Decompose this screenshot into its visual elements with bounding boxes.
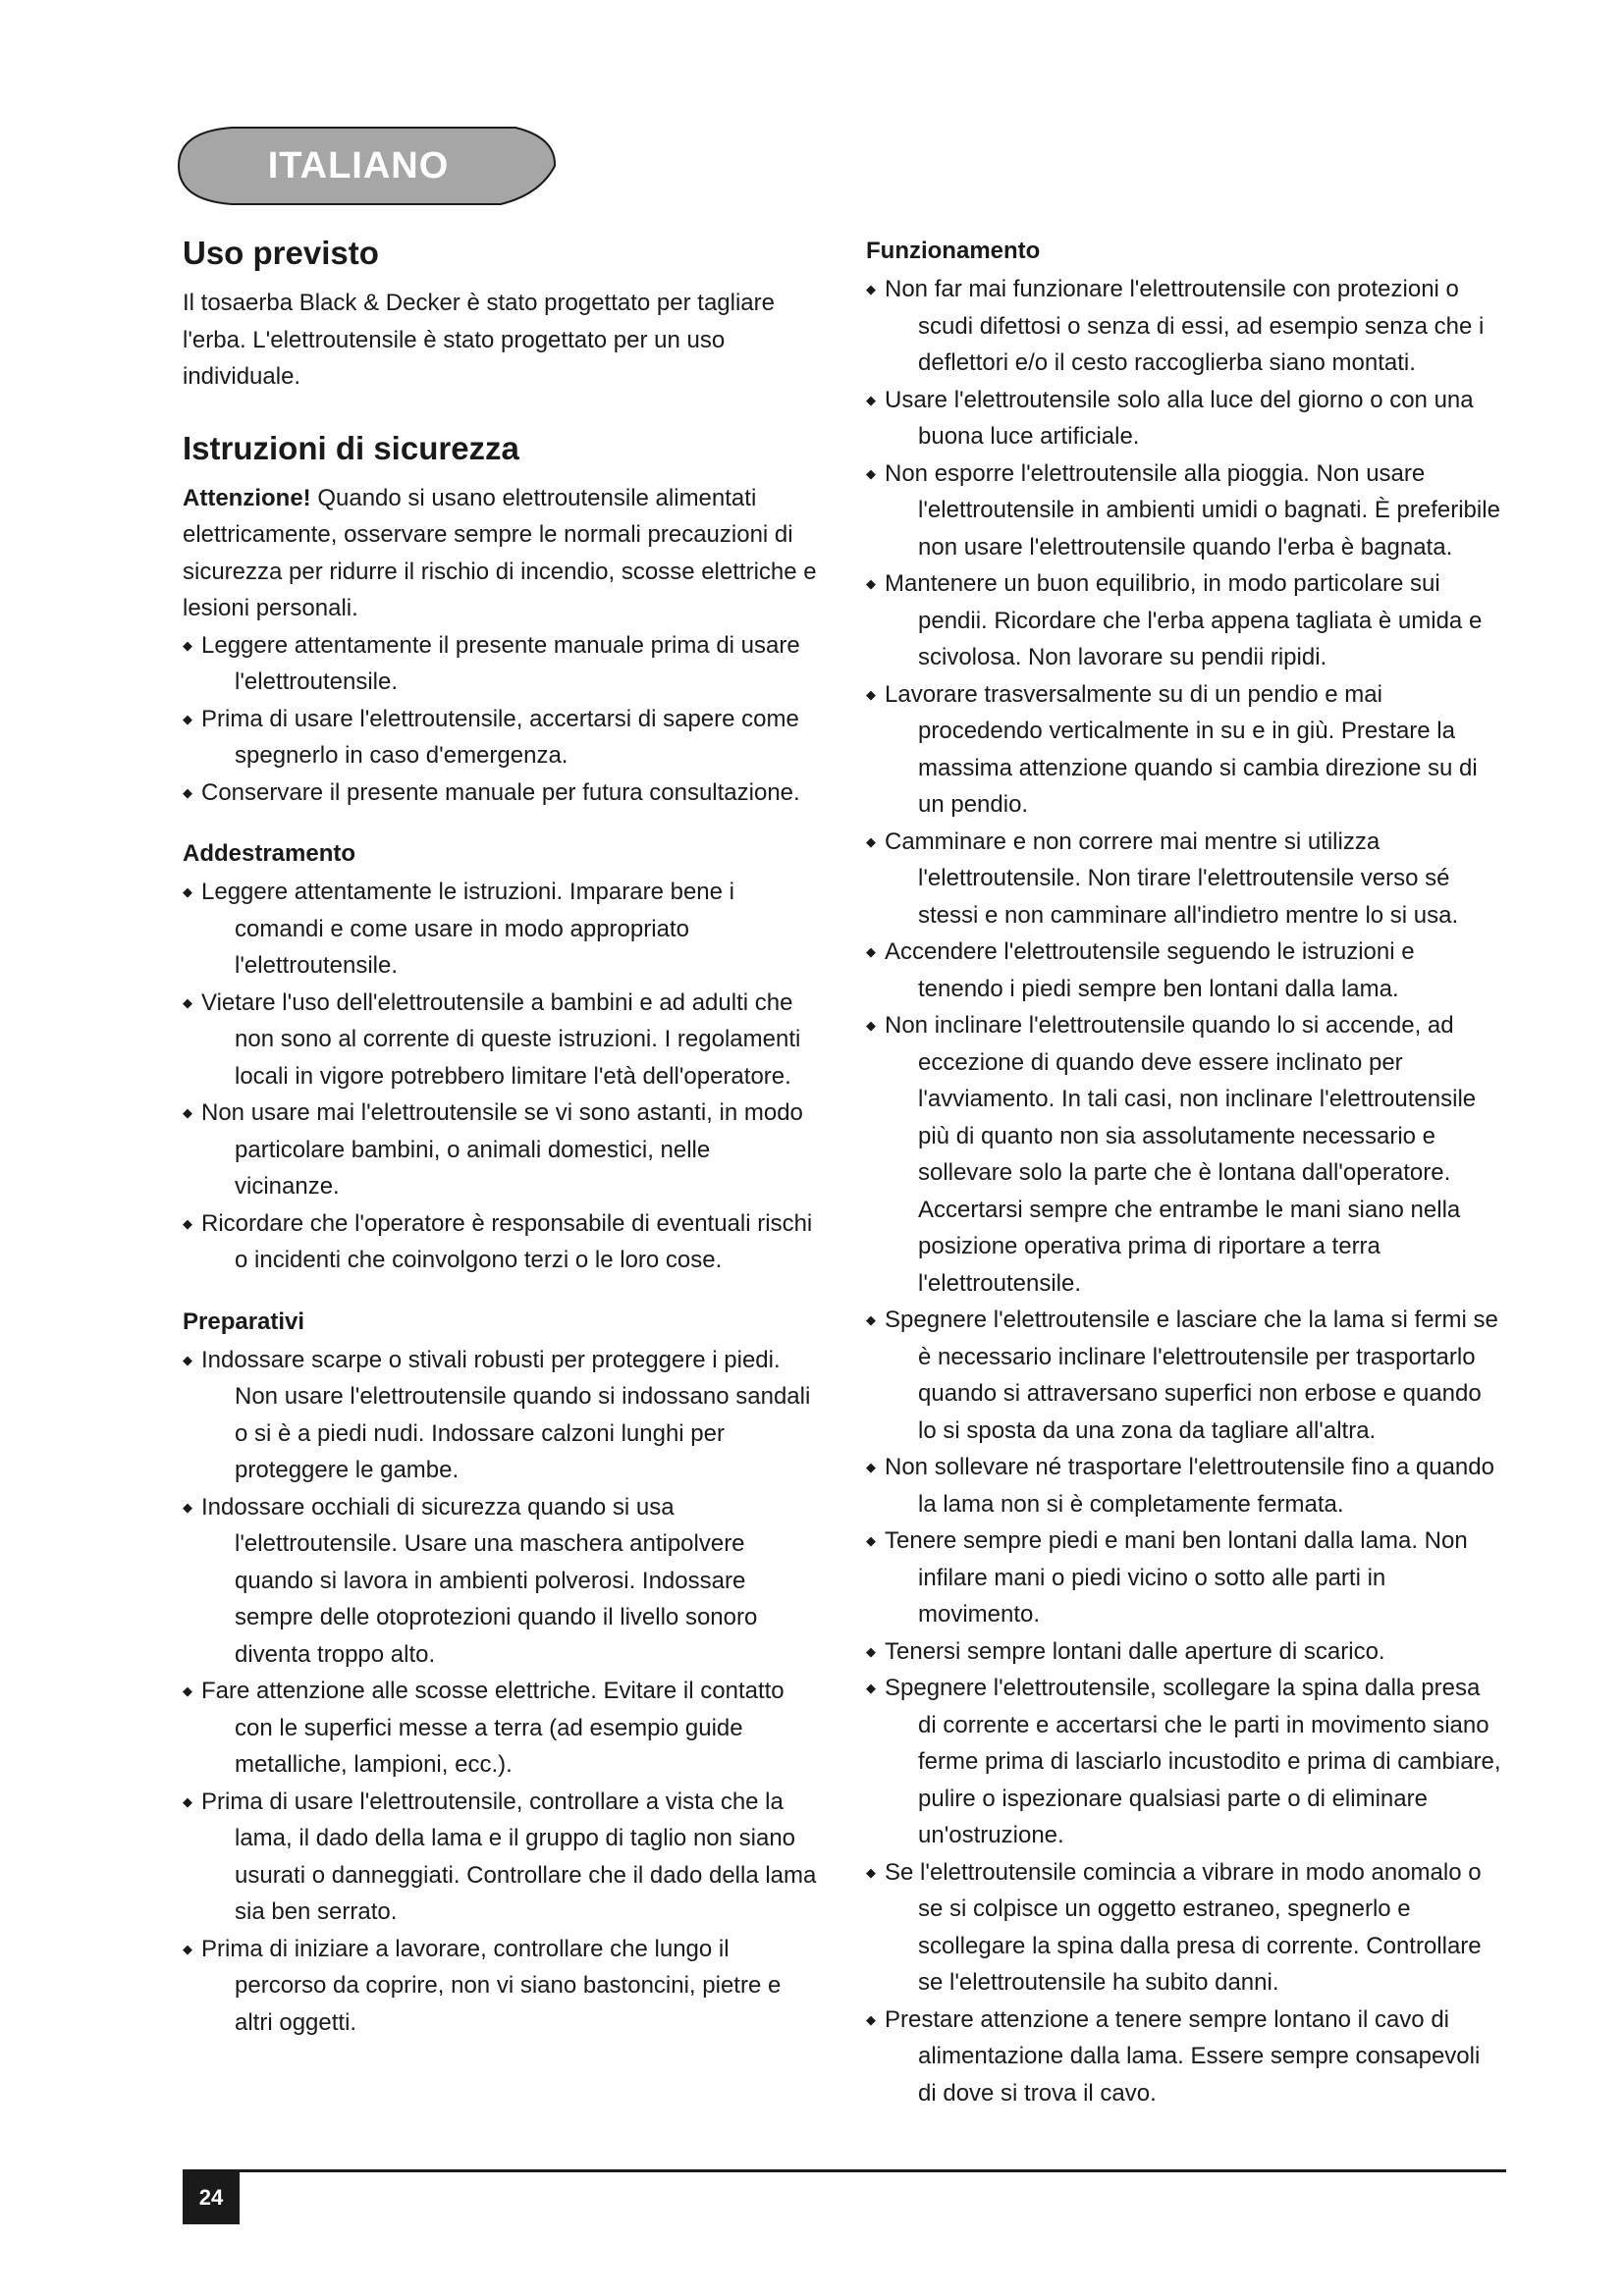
list-item: ◆ Leggere attentamente le istruzioni. Imparare bene i comandi e come usare in modo appropriato l'elettroutensile. [183,874,817,985]
warning-paragraph [183,480,817,627]
list-item: ◆ Indossare scarpe o stivali robusti per proteggere i piedi. Non usare l'elettroutensile quando si indossano sandali o si è a piedi nudi. Indossare calzoni lunghi per proteggere le gambe. [183,1342,817,1489]
list-item: ◆ Non far mai funzionare l'elettroutensile con protezioni o scudi difettosi o senza di essi, ad esempio senza che i deflettori e/o il cesto raccoglierba siano montati. [866,271,1504,382]
right-column [866,234,1504,2111]
list-item: ◆ Spegnere l'elettroutensile, scollegare la spina dalla presa di corrente e accertarsi che le parti in movimento siano ferme prima di lasciarlo incustodito e prima di cambiare, pulire o ispezionare qualsiasi parte o di eliminare un'ostruzione. [866,1670,1504,1854]
list-item: ◆ Non sollevare né trasportare l'elettroutensile fino a quando la lama non si è completamente fermata. [866,1449,1504,1522]
list-item: ◆ Lavorare trasversalmente su di un pendio e mai procedendo verticalmente in su e in giù. Prestare la massima attenzione quando si cambia direzione su di un pendio. [866,676,1504,824]
subsection-title-funzionamento: Funzionamento [866,238,1041,264]
istruzioni-list [183,627,817,812]
list-item: ◆ Se l'elettroutensile comincia a vibrare in modo anomalo o se si colpisce un oggetto estraneo, spegnerlo e scollegare la spina dalla presa di corrente. Controllare se l'elettroutensile ha subito danni. [866,1854,1504,2002]
section-title-uso-previsto: Uso previsto [183,235,379,271]
list-item: ◆ Mantenere un buon equilibrio, in modo particolare sui pendii. Ricordare che l'erba appena tagliata è umida e scivolosa. Non lavorare su pendii ripidi. [866,565,1504,676]
list-item: ◆ Conservare il presente manuale per futura consultazione. [183,774,817,812]
preparativi-list [183,1342,817,2042]
language-tab-label: ITALIANO [267,145,450,187]
list-item: ◆ Camminare e non correre mai mentre si utilizza l'elettroutensile. Non tirare l'elettroutensile verso sé stessi e non camminare all'indietro mentre lo si usa. [866,824,1504,934]
funzionamento-list [866,271,1504,2111]
subsection-title-preparativi: Preparativi [183,1308,305,1335]
list-item: ◆ Non inclinare l'elettroutensile quando lo si accende, ad eccezione di quando deve essere inclinato per l'avviamento. In tali casi, non inclinare l'elettroutensile più di quanto non sia assolutamente necessario e sollevare solo la parte che è lontana dall'operatore. Accertarsi sempre che entrambe le mani siano nella posizione operativa prima di riportare a terra l'elettroutensile. [866,1007,1504,1302]
list-item: ◆ Tenere sempre piedi e mani ben lontani dalla lama. Non infilare mani o piedi vicino o sotto alle parti in movimento. [866,1522,1504,1633]
list-item: ◆ Fare attenzione alle scosse elettriche. Evitare il contatto con le superfici messe a terra (ad esempio guide metalliche, lampioni, ecc.). [183,1673,817,1784]
list-item: ◆ Prestare attenzione a tenere sempre lontano il cavo di alimentazione dalla lama. Essere sempre consapevoli di dove si trova il cavo. [866,2002,1504,2112]
uso-previsto-text: Il tosaerba Black & Decker è stato progettato per tagliare l'erba. L'elettroutensile è stato progettato per un uso individuale. [183,290,775,390]
list-item: ◆ Non esporre l'elettroutensile alla pioggia. Non usare l'elettroutensile in ambienti umidi o bagnati. È preferibile non usare l'elettroutensile quando l'erba è bagnata. [866,455,1504,566]
list-item: ◆ Prima di iniziare a lavorare, controllare che lungo il percorso da coprire, non vi siano bastoncini, pietre e altri oggetti. [183,1931,817,2042]
list-item: ◆ Spegnere l'elettroutensile e lasciare che la lama si fermi se è necessario inclinare l'elettroutensile per trasportarlo quando si attraversano superfici non erbose e quando lo si sposta da una zona da tagliare all'altra. [866,1302,1504,1449]
left-column [183,234,817,2041]
list-item: ◆ Tenersi sempre lontani dalle aperture di scarico. [866,1633,1504,1671]
warning-label: Attenzione! [183,484,311,511]
list-item: ◆ Accendere l'elettroutensile seguendo le istruzioni e tenendo i piedi sempre ben lontani dalla lama. [866,934,1504,1007]
addestramento-list [183,874,817,1279]
list-item: ◆ Prima di usare l'elettroutensile, accertarsi di sapere come spegnerlo in caso d'emergenza. [183,701,817,774]
list-item: ◆ Ricordare che l'operatore è responsabile di eventuali rischi o incidenti che coinvolgono terzi o le loro cose. [183,1205,817,1279]
list-item: ◆ Non usare mai l'elettroutensile se vi sono astanti, in modo particolare bambini, o animali domestici, nelle vicinanze. [183,1095,817,1205]
language-tab [177,126,560,206]
subsection-title-addestramento: Addestramento [183,840,356,867]
list-item: ◆ Leggere attentamente il presente manuale prima di usare l'elettroutensile. [183,627,817,701]
list-item: ◆ Indossare occhiali di sicurezza quando si usa l'elettroutensile. Usare una maschera antipolvere quando si lavora in ambienti polverosi. Indossare sempre delle otoprotezioni quando il livello sonoro diventa troppo alto. [183,1489,817,1674]
page-number: 24 [183,2171,240,2224]
list-item: ◆ Usare l'elettroutensile solo alla luce del giorno o con una buona luce artificiale. [866,382,1504,455]
section-title-istruzioni: Istruzioni di sicurezza [183,429,519,466]
warning-text: Quando si usano elettroutensile alimentati elettricamente, osservare sempre le normali precauzioni di sicurezza per ridurre il rischio di incendio, scosse elettriche e lesioni personali. [183,484,817,621]
list-item: ◆ Prima di usare l'elettroutensile, controllare a vista che la lama, il dado della lama e il gruppo di taglio non siano usurati o danneggiati. Controllare che il dado della lama sia ben serrato. [183,1784,817,1931]
footer-rule [183,2169,1506,2172]
list-item: ◆ Vietare l'uso dell'elettroutensile a bambini e ad adulti che non sono al corrente di queste istruzioni. I regolamenti locali in vigore potrebbero limitare l'età dell'operatore. [183,985,817,1095]
